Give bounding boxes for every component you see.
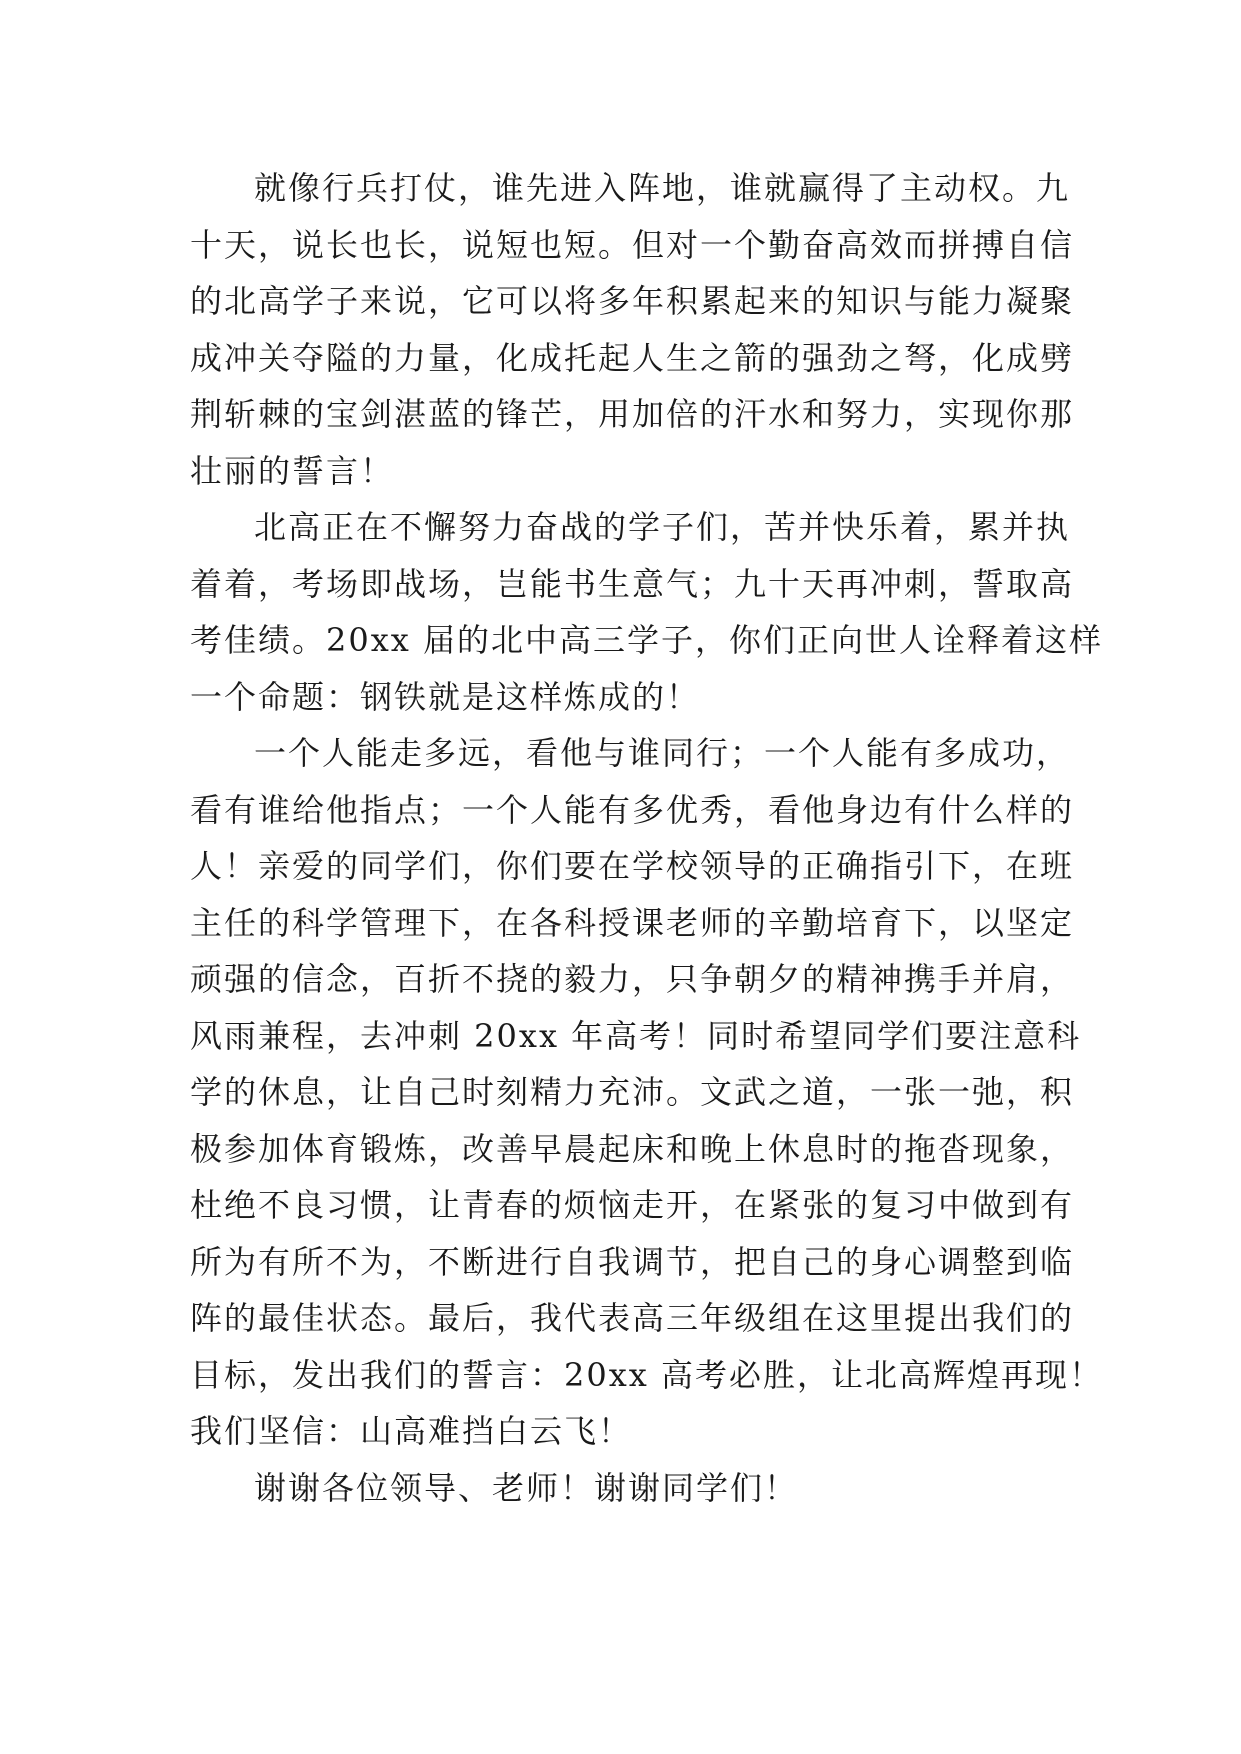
text-line: 的北高学子来说，它可以将多年积累起来的知识与能力凝聚 [190, 282, 1075, 320]
text-line: 极参加体育锻炼，改善早晨起床和晚上休息时的拖沓现象， [190, 1129, 1075, 1168]
text-line: 阵的最佳状态。最后，我代表高三年级组在这里提出我们的 [190, 1299, 1075, 1337]
text-line: 看有谁给他指点；一个人能有多优秀，看他身边有什么样的 [190, 790, 1075, 829]
text-line: 北高正在不懈努力奋战的学子们，苦并快乐着，累并执 [254, 508, 1071, 546]
text-line: 成冲关夺隘的力量，化成托起人生之箭的强劲之弩，化成劈 [190, 338, 1075, 377]
text-line: 一个命题：钢铁就是这样炼成的！ [190, 677, 701, 716]
text-line: 一个人能走多远，看他与谁同行；一个人能有多成功， [254, 734, 1071, 772]
text-line: 学的休息，让自己时刻精力充沛。文武之道，一张一弛，积 [190, 1073, 1075, 1111]
text-line: 风雨兼程，去冲刺 20xx 年高考！同时希望同学们要注意科 [190, 1016, 1082, 1055]
text-line: 目标，发出我们的誓言：20xx 高考必胜，让北高辉煌再现！ [190, 1355, 1103, 1394]
text-line: 就像行兵打仗，谁先进入阵地，谁就赢得了主动权。九 [254, 169, 1071, 207]
text-line: 杜绝不良习惯，让青春的烦恼走开，在紧张的复习中做到有 [190, 1186, 1075, 1224]
text-line: 顽强的信念，百折不挠的毅力，只争朝夕的精神携手并肩， [190, 960, 1075, 998]
document-body [190, 160, 1103, 1516]
text-line: 十天，说长也长，说短也短。但对一个勤奋高效而拼搏自信 [190, 225, 1075, 264]
text-line: 所为有所不为，不断进行自我调节，把自己的身心调整到临 [190, 1242, 1075, 1281]
text-line: 荆斩棘的宝剑湛蓝的锋芒，用加倍的汗水和努力，实现你那 [190, 395, 1075, 433]
text-line: 谢谢各位领导、老师！谢谢同学们！ [254, 1468, 799, 1507]
text-line: 壮丽的誓言！ [190, 451, 395, 490]
text-line: 人！亲爱的同学们，你们要在学校领导的正确指引下，在班 [190, 847, 1075, 885]
text-line: 着着，考场即战场，岂能书生意气；九十天再冲刺，誓取高 [190, 564, 1075, 603]
text-line: 我们坚信：山高难挡白云飞！ [190, 1412, 633, 1450]
text-line: 主任的科学管理下，在各科授课老师的辛勤培育下，以坚定 [190, 903, 1075, 942]
text-line: 考佳绩。20xx 届的北中高三学子，你们正向世人诠释着这样 [190, 621, 1103, 659]
